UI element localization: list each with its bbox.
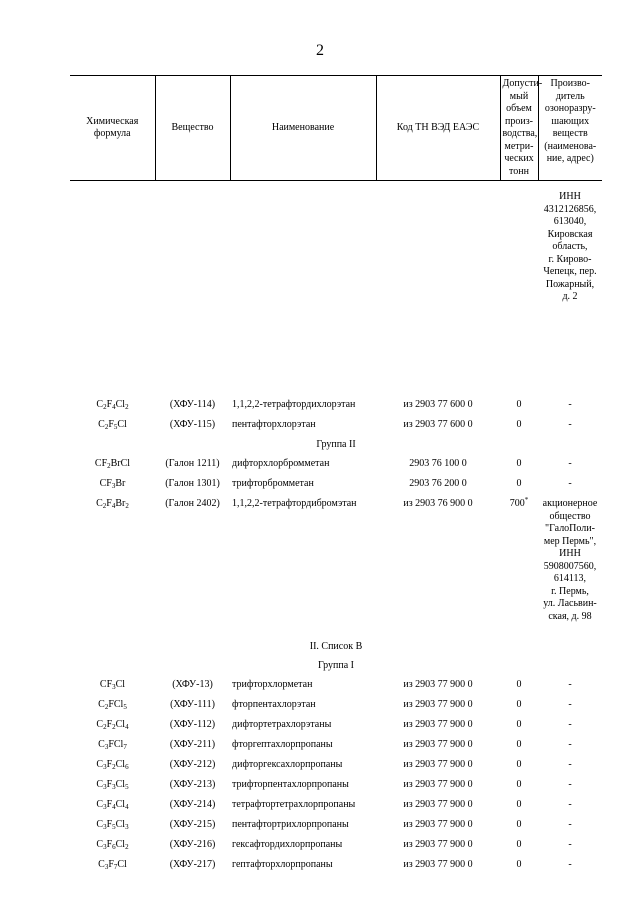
- cell-formula: $C_3F_4Cl_4$: [96, 799, 129, 811]
- cell-code: из 2903 77 900 0: [403, 759, 473, 770]
- table-row: [70, 779, 602, 799]
- cell-code: из 2903 76 900 0: [403, 498, 473, 509]
- cell-volume: 0: [516, 759, 522, 770]
- cell-formula: $C_2F_5Cl$: [98, 419, 127, 431]
- cell-name: гептафторхлорпропаны: [232, 859, 333, 870]
- table-row: [70, 699, 602, 719]
- header-name: Наименование: [230, 76, 376, 181]
- cell-formula: $CF_3Cl$: [99, 679, 126, 691]
- cell-volume: 0: [516, 839, 522, 850]
- cell-producer: -: [568, 839, 572, 850]
- cell-code: из 2903 77 900 0: [403, 779, 473, 790]
- spacer-row: [70, 623, 602, 641]
- cell-formula: $CF_3Br$: [99, 478, 126, 490]
- cell-producer: -: [568, 719, 572, 730]
- table-row: [70, 399, 602, 419]
- cell-substance: (ХФУ-213): [169, 779, 216, 790]
- cell-substance: (ХФУ-216): [169, 839, 216, 850]
- table-row: [70, 419, 602, 439]
- cell-formula: $C_3FCl_7$: [98, 739, 127, 751]
- cell-formula: $C_3F_3Cl_5$: [96, 779, 129, 791]
- cell-formula: $C_3F_6Cl_2$: [96, 839, 129, 851]
- cell-name: пентафторхлорэтан: [232, 419, 316, 430]
- cell-volume: 0: [516, 779, 522, 790]
- cell-name: 1,1,2,2-тетрафтордибромэтан: [232, 498, 357, 509]
- header-volume: Допусти-мый объем произ-водства, метри-ческих тонн: [500, 76, 538, 181]
- cell-volume: 0: [516, 399, 522, 410]
- table-header-row: [70, 76, 602, 181]
- cell-code: из 2903 77 600 0: [403, 399, 473, 410]
- cell-name: трифторбромметан: [232, 478, 314, 489]
- cell-producer: -: [568, 399, 572, 410]
- cell-substance: (Галон 1211): [165, 458, 220, 469]
- cell-volume: 0: [516, 719, 522, 730]
- cell-code: 2903 76 200 0: [409, 478, 467, 489]
- cell-substance: (ХФУ-212): [169, 759, 216, 770]
- cell-producer: -: [568, 699, 572, 710]
- cell-name: пентафтортрихлорпропаны: [232, 819, 349, 830]
- header-formula: Химическая формула: [70, 76, 155, 181]
- cell-volume: 0: [516, 799, 522, 810]
- cell-code: из 2903 77 900 0: [403, 819, 473, 830]
- cell-volume: 700*: [509, 496, 529, 509]
- cell-substance: (ХФУ-111): [170, 699, 215, 710]
- group-heading-label: Группа II: [316, 439, 356, 450]
- cell-formula: $C_3F_7Cl$: [98, 859, 127, 871]
- cell-volume: 0: [516, 699, 522, 710]
- cell-substance: (ХФУ-112): [169, 719, 216, 730]
- cell-name: фторгептахлорпропаны: [232, 739, 333, 750]
- cell-name: трифторхлорметан: [232, 679, 313, 690]
- substances-table: [70, 75, 602, 879]
- page-number: 2: [316, 42, 324, 59]
- cell-formula: $C_2F_4Br_2$: [96, 498, 129, 510]
- continuation-row: [70, 181, 602, 400]
- table-row: [70, 839, 602, 859]
- cell-substance: (Галон 2402): [165, 498, 220, 509]
- cell-name: трифторпентахлорпропаны: [232, 779, 349, 790]
- cell-code: из 2903 77 900 0: [403, 719, 473, 730]
- cell-name: фторпентахлорэтан: [232, 699, 316, 710]
- table-row: [70, 679, 602, 699]
- cell-name: дифторгексахлорпропаны: [232, 759, 343, 770]
- list-heading: [70, 641, 602, 660]
- cell-name: гексафтордихлорпропаны: [232, 839, 343, 850]
- cell-name: 1,1,2,2-тетрафтордихлорэтан: [232, 399, 356, 410]
- header-producer: Произво-дитель озоноразру-шающих веществ (наименова-ние, адрес): [538, 76, 602, 181]
- cell-volume: 0: [516, 458, 522, 469]
- header-code: Код ТН ВЭД ЕАЭС: [376, 76, 500, 181]
- cell-code: из 2903 77 900 0: [403, 839, 473, 850]
- cell-substance: (ХФУ-217): [169, 859, 216, 870]
- table-row: [70, 859, 602, 879]
- header-substance: Вещество: [155, 76, 230, 181]
- cell-producer: -: [568, 458, 572, 469]
- cell-volume: 0: [516, 739, 522, 750]
- cell-code: из 2903 77 600 0: [403, 419, 473, 430]
- cell-substance: (ХФУ-13): [172, 679, 213, 690]
- cell-producer: -: [568, 759, 572, 770]
- cell-producer: -: [568, 799, 572, 810]
- cell-producer: -: [568, 819, 572, 830]
- cell-volume: 0: [516, 419, 522, 430]
- cell-name: дифтортетрахлорэтаны: [232, 719, 332, 730]
- cell-formula: $C_3F_2Cl_6$: [96, 759, 129, 771]
- group-heading: [70, 660, 602, 679]
- cell-code: из 2903 77 900 0: [403, 699, 473, 710]
- table-row: [70, 498, 602, 623]
- cell-substance: (ХФУ-115): [169, 419, 216, 430]
- cell-producer: -: [568, 679, 572, 690]
- continuation-producer-address: ИНН 4312126856, 613040, Кировская область, г. Кирово- Чепецк, пер. Пожарный, д. 2: [543, 191, 597, 302]
- cell-substance: (ХФУ-215): [169, 819, 216, 830]
- cell-substance: (Галон 1301): [165, 478, 220, 489]
- table-row: [70, 719, 602, 739]
- cell-volume: 0: [516, 478, 522, 489]
- cell-producer: -: [568, 478, 572, 489]
- group-heading-label: Группа I: [318, 660, 354, 671]
- table-row: [70, 759, 602, 779]
- cell-substance: (ХФУ-214): [169, 799, 216, 810]
- cell-producer: -: [568, 859, 572, 870]
- cell-code: из 2903 77 900 0: [403, 799, 473, 810]
- cell-producer: акционерное общество "ГалоПоли- мер Пермь", ИНН 5908007560, 614113, г. Пермь, ул. Ласьвин- ская, д. 98: [542, 498, 598, 622]
- cell-substance: (ХФУ-114): [169, 399, 216, 410]
- cell-substance: (ХФУ-211): [169, 739, 216, 750]
- cell-formula: $C_2F_4Cl_2$: [96, 399, 129, 411]
- cell-producer: -: [568, 739, 572, 750]
- cell-formula: $C_3F_5Cl_3$: [96, 819, 129, 831]
- cell-formula: $CF_2BrCl$: [94, 458, 131, 470]
- cell-volume: 0: [516, 859, 522, 870]
- cell-name: тетрафтортетрахлорпропаны: [232, 799, 356, 810]
- cell-code: из 2903 77 900 0: [403, 679, 473, 690]
- footnote-mark: *: [524, 496, 529, 504]
- cell-formula: $C_2FCl_5$: [98, 699, 127, 711]
- cell-code: 2903 76 100 0: [409, 458, 467, 469]
- table-row: [70, 478, 602, 498]
- table-row: [70, 458, 602, 478]
- cell-code: из 2903 77 900 0: [403, 859, 473, 870]
- cell-producer: -: [568, 779, 572, 790]
- cell-name: дифторхлорбромметан: [232, 458, 330, 469]
- cell-volume: 0: [516, 819, 522, 830]
- cell-producer: -: [568, 419, 572, 430]
- table-row: [70, 739, 602, 759]
- group-heading: [70, 439, 602, 458]
- cell-volume: 0: [516, 679, 522, 690]
- list-heading-label: II. Список В: [309, 641, 363, 652]
- table-row: [70, 819, 602, 839]
- cell-formula: $C_2F_2Cl_4$: [96, 719, 129, 731]
- table-row: [70, 799, 602, 819]
- cell-code: из 2903 77 900 0: [403, 739, 473, 750]
